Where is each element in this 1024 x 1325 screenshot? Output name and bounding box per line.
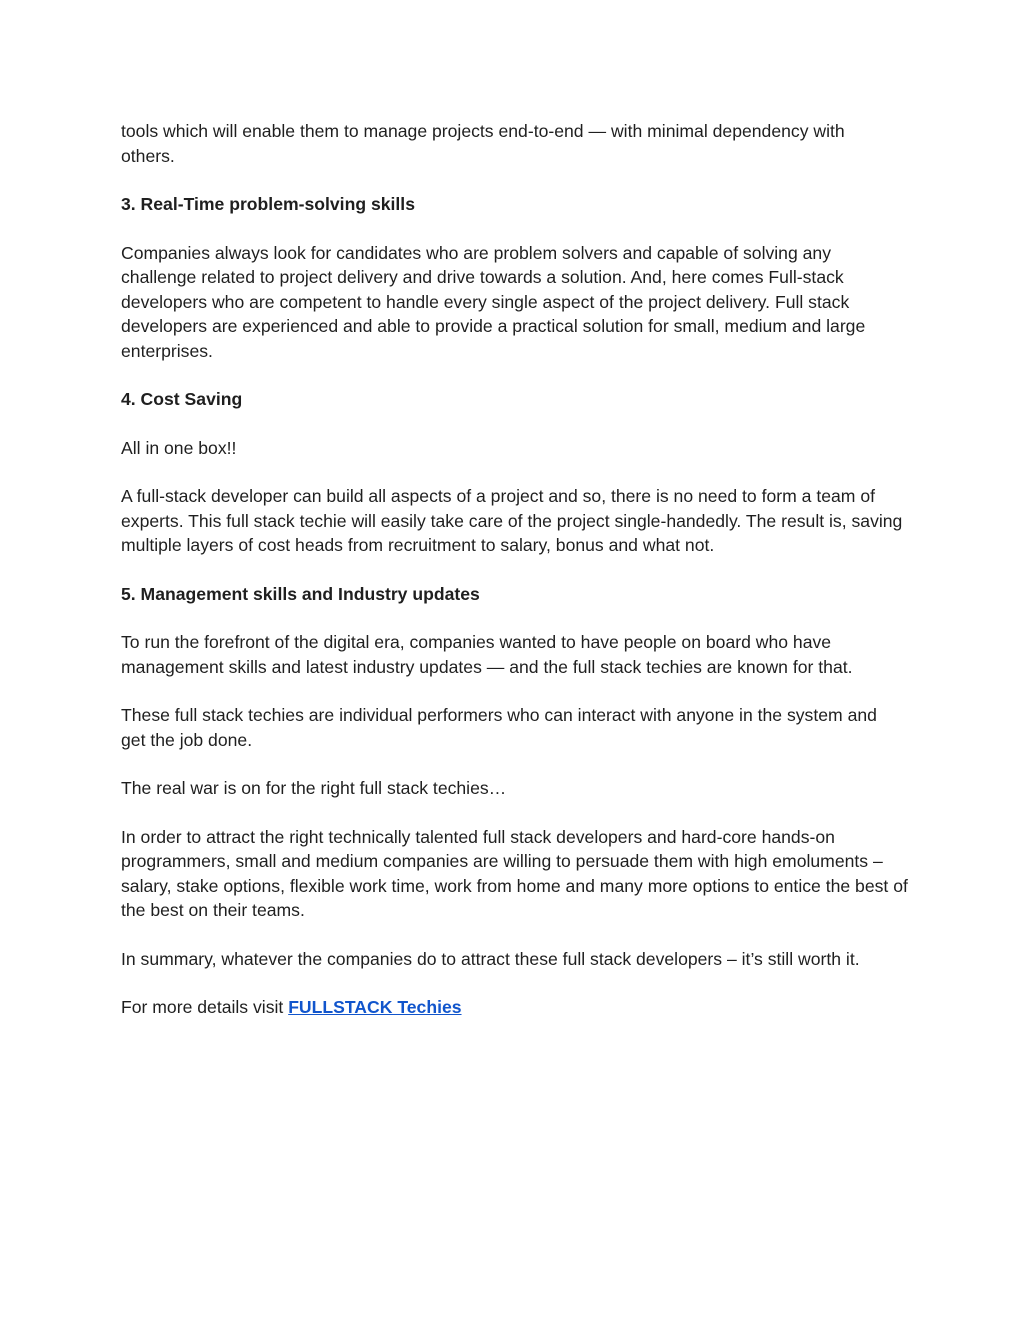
section-heading-4: 4. Cost Saving [121, 389, 243, 409]
section-5-paragraph-4: In order to attract the right technically talented full stack developers and hard-core hands-on programmers, small and medium companies are willing to persuade them with high emoluments – salary, stake options, flexible work time, work from home and many more options to entice the best of the best on their teams. [121, 826, 908, 920]
section-5-paragraph-1: To run the forefront of the digital era, companies wanted to have people on board who have management skills and latest industry updates — and the full stack techies are known for that. [121, 632, 853, 677]
section-3-paragraph: Companies always look for candidates who are problem solvers and capable of solving any challenge related to project delivery and drive towards a solution. And, here comes Full-stack developers who are competent to handle every single aspect of the project delivery. Full stack developers are experienced and able to provide a practical solution for small, medium and large enterprises. [121, 242, 866, 361]
fullstack-techies-link[interactable]: FULLSTACK Techies [288, 997, 462, 1017]
summary-paragraph: In summary, whatever the companies do to attract these full stack developers – it’s still worth it. [121, 948, 860, 969]
section-4-tagline: All in one box!! [121, 437, 237, 458]
intro-paragraph: tools which will enable them to manage projects end-to-end — with minimal dependency with others. [121, 121, 845, 166]
section-heading-3: 3. Real-Time problem-solving skills [121, 194, 415, 214]
section-5-paragraph-2: These full stack techies are individual performers who can interact with anyone in the system and get the job done. [121, 705, 877, 750]
section-heading-5: 5. Management skills and Industry updates [121, 583, 480, 604]
more-details-paragraph [121, 995, 921, 1020]
section-4-paragraph: A full-stack developer can build all aspects of a project and so, there is no need to form a team of experts. This full stack techie will easily take care of the project single-handedly. The result is, saving multiple layers of cost heads from recruitment to salary, bonus and what not. [121, 486, 903, 555]
more-details-prefix: For more details visit [121, 997, 289, 1017]
section-5-paragraph-3: The real war is on for the right full stack techies… [121, 778, 507, 798]
document-page [121, 119, 921, 1044]
